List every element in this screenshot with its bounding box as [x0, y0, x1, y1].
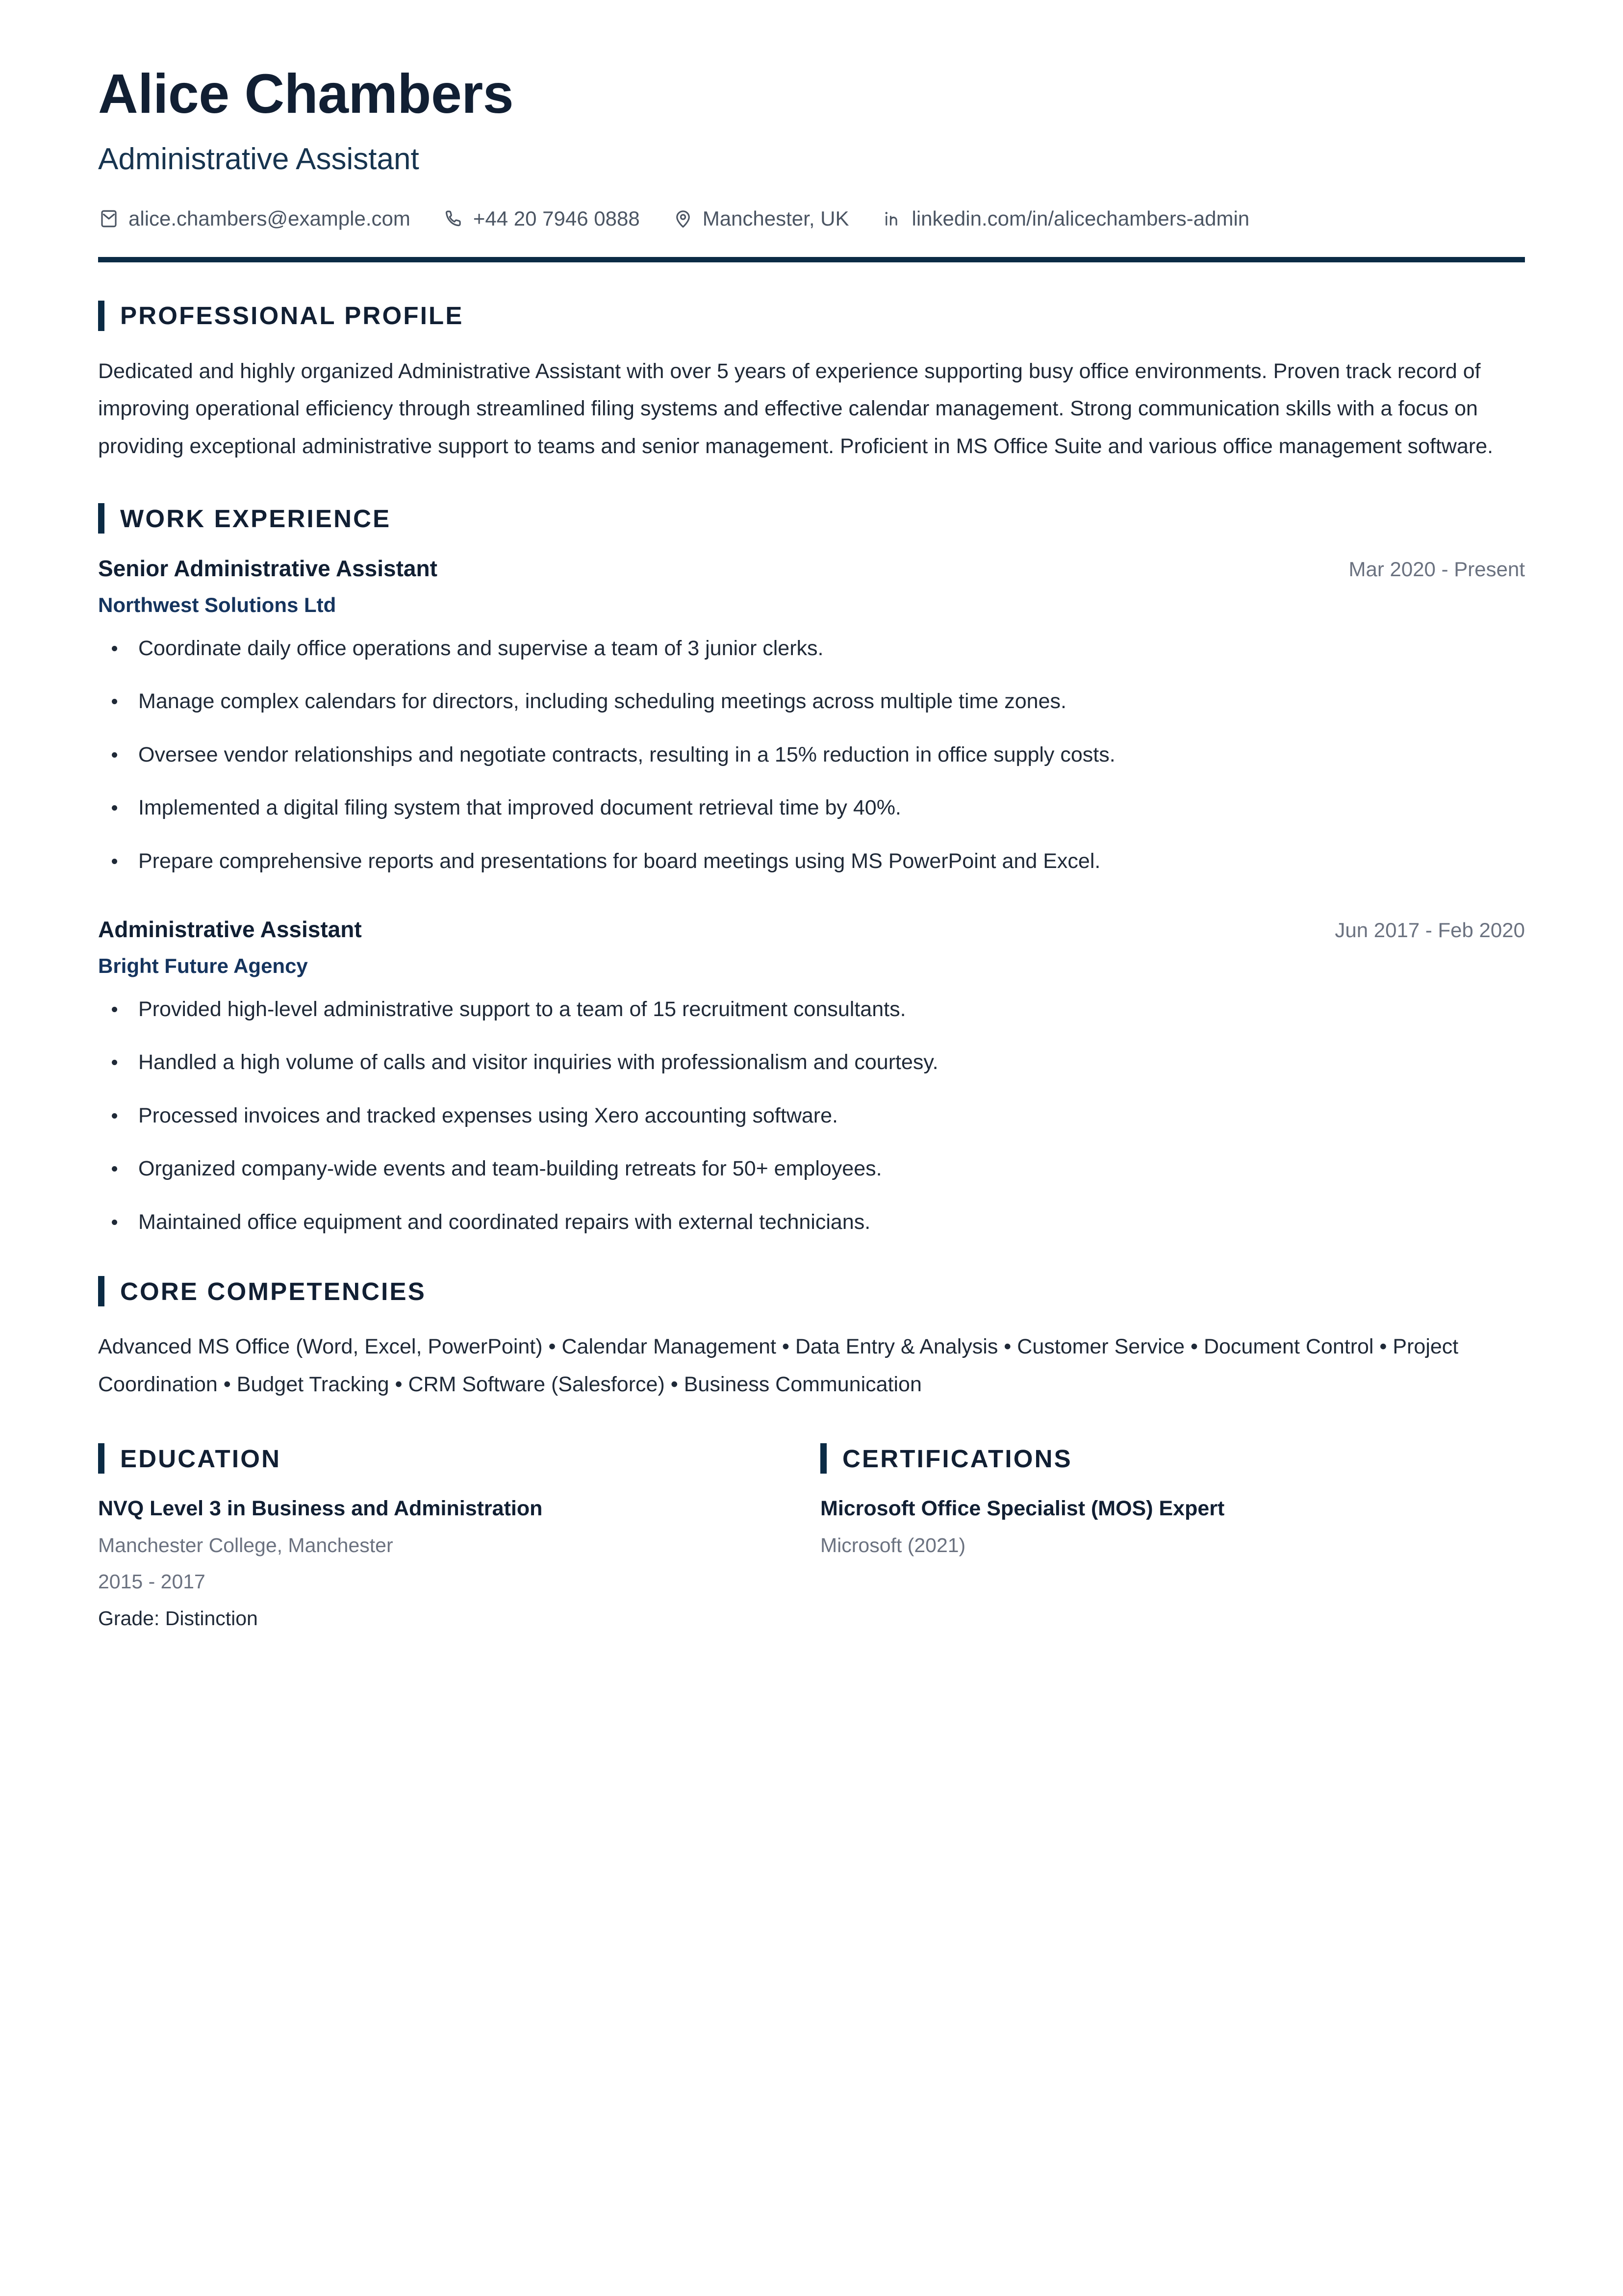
section-core-competencies — [98, 1276, 1525, 1403]
section-accent-bar — [98, 301, 104, 331]
job-bullet-list — [98, 994, 1525, 1238]
email-icon — [98, 208, 120, 230]
education-grade: Grade: Distinction — [98, 1607, 258, 1630]
location-pin-icon — [672, 208, 694, 230]
contact-linkedin[interactable] — [882, 208, 1250, 230]
section-accent-bar — [820, 1443, 827, 1474]
job-company: Bright Future Agency — [98, 954, 308, 978]
section-title-certifications: CERTIFICATIONS — [842, 1444, 1072, 1473]
job-company: Northwest Solutions Ltd — [98, 593, 336, 617]
header-divider — [98, 257, 1525, 262]
section-accent-bar — [98, 1276, 104, 1306]
section-title-profile: PROFESSIONAL PROFILE — [120, 302, 464, 330]
job-bullet: Organized company-wide events and team-building retreats for 50+ employees. — [98, 1153, 1525, 1185]
experience-entry — [98, 555, 1525, 877]
contact-email-text: alice.chambers@example.com — [128, 206, 410, 230]
job-bullet: Provided high-level administrative support to a team of 15 recruitment consultants. — [98, 994, 1525, 1025]
certification-name: Microsoft Office Specialist (MOS) Expert — [820, 1497, 1225, 1521]
section-heading — [820, 1443, 1525, 1474]
section-heading — [98, 1443, 812, 1474]
candidate-job-title: Administrative Assistant — [98, 142, 419, 177]
education-dates: 2015 - 2017 — [98, 1570, 205, 1593]
job-bullet: Processed invoices and tracked expenses using Xero accounting software. — [98, 1100, 1525, 1132]
contact-location[interactable] — [672, 208, 849, 230]
contact-linkedin-text: linkedin.com/in/alicechambers-admin — [912, 206, 1250, 230]
job-bullet: Prepare comprehensive reports and presentations for board meetings using MS PowerPoint and Excel. — [98, 845, 1525, 877]
candidate-name: Alice Chambers — [98, 63, 514, 125]
section-education — [98, 1443, 812, 1632]
job-role: Senior Administrative Assistant — [98, 556, 437, 582]
job-bullet: Oversee vendor relationships and negotiate contracts, resulting in a 15% reduction in office supply costs. — [98, 739, 1525, 771]
contact-phone[interactable] — [443, 208, 640, 230]
linkedin-icon — [882, 208, 903, 230]
job-bullet: Manage complex calendars for directors, including scheduling meetings across multiple time zones. — [98, 686, 1525, 717]
section-title-competencies: CORE COMPETENCIES — [120, 1277, 426, 1305]
education-certifications-row — [98, 1443, 1525, 1632]
job-dates: Jun 2017 - Feb 2020 — [1335, 918, 1525, 942]
contact-row — [98, 208, 1525, 230]
contact-location-text: Manchester, UK — [702, 206, 849, 230]
job-dates: Mar 2020 - Present — [1348, 558, 1525, 581]
job-bullet: Coordinate daily office operations and supervise a team of 3 junior clerks. — [98, 633, 1525, 664]
contact-phone-text: +44 20 7946 0888 — [473, 206, 640, 230]
job-bullet: Handled a high volume of calls and visitor inquiries with professionalism and courtesy. — [98, 1046, 1525, 1078]
certification-issuer: Microsoft (2021) — [820, 1534, 966, 1557]
section-title-experience: WORK EXPERIENCE — [120, 504, 391, 533]
section-work-experience — [98, 503, 1525, 1238]
section-accent-bar — [98, 503, 104, 534]
resume-header — [98, 58, 1525, 262]
job-bullet: Implemented a digital filing system that improved document retrieval time by 40%. — [98, 792, 1525, 824]
contact-email[interactable] — [98, 208, 410, 230]
experience-entry-header — [98, 555, 1525, 582]
education-degree: NVQ Level 3 in Business and Administration — [98, 1497, 543, 1521]
section-heading — [98, 503, 1525, 534]
section-heading — [98, 1276, 1525, 1306]
experience-entry-header — [98, 916, 1525, 943]
profile-summary-text: Dedicated and highly organized Administrative Assistant with over 5 years of experience supporting busy office environments. Proven track record of improving operational efficiency through streamlined filing systems and effective calendar management. Strong communication skills with a focus on providing exceptional administrative support to teams and senior management. Proficient in MS Office Suite and various office management software. — [98, 359, 1494, 458]
job-bullet: Maintained office equipment and coordinated repairs with external technicians. — [98, 1206, 1525, 1238]
job-bullet-list — [98, 633, 1525, 877]
section-professional-profile — [98, 301, 1525, 465]
section-certifications — [812, 1443, 1525, 1632]
education-institution: Manchester College, Manchester — [98, 1534, 393, 1557]
section-title-education: EDUCATION — [120, 1444, 281, 1473]
section-heading — [98, 301, 1525, 331]
section-accent-bar — [98, 1443, 104, 1474]
experience-entry — [98, 916, 1525, 1238]
job-role: Administrative Assistant — [98, 917, 362, 943]
competencies-text: Advanced MS Office (Word, Excel, PowerPoint) • Calendar Management • Data Entry & Analysis • Customer Service • Document Control • Project Coordination • Budget Tracking • CRM Software (Salesforce) • Business Communication — [98, 1335, 1459, 1396]
phone-icon — [443, 208, 464, 230]
